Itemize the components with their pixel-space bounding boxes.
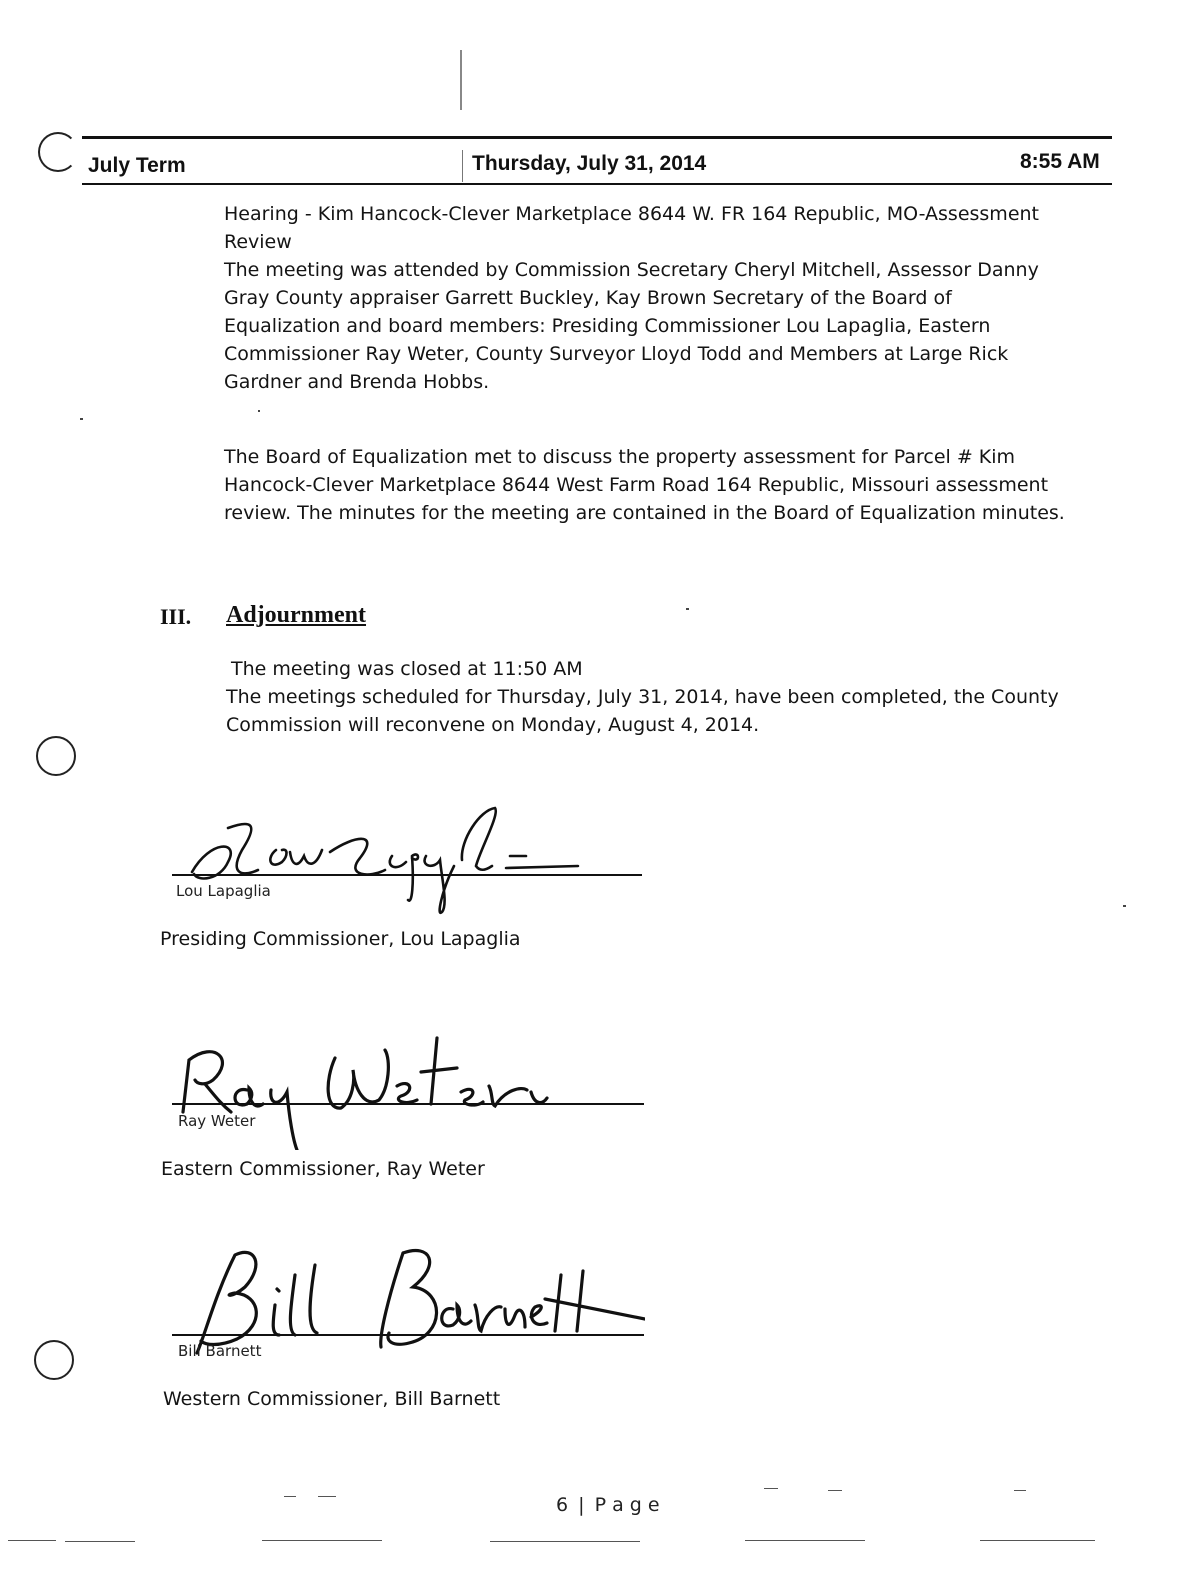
- header-rule-top: [82, 136, 1112, 139]
- hearing-section: [224, 200, 1124, 396]
- scan-noise: [65, 1541, 135, 1542]
- signature-line-2: [172, 1103, 644, 1105]
- schedule-line: Commission will reconvene on Monday, August 4, 2014.: [226, 714, 760, 736]
- signature-title-2: Eastern Commissioner, Ray Weter: [161, 1158, 485, 1180]
- scan-noise: [318, 1496, 336, 1497]
- page-number: 6: [556, 1494, 569, 1516]
- scan-noise: [284, 1496, 296, 1497]
- signature-title-3: Western Commissioner, Bill Barnett: [163, 1388, 501, 1410]
- header-term: July Term: [88, 154, 186, 177]
- adjournment-paragraph: [226, 655, 1126, 739]
- punch-hole-bottom: [34, 1340, 74, 1380]
- scan-noise: [1014, 1490, 1026, 1491]
- page-word: P a g e: [594, 1494, 660, 1516]
- scan-noise: [1123, 905, 1126, 907]
- header-rule-bottom: [82, 183, 1112, 185]
- punch-hole-top: [38, 132, 78, 172]
- hearing-title-line: Hearing - Kim Hancock-Clever Marketplace 8644 W. FR 164 Republic, MO-Assessment: [224, 203, 1039, 225]
- header-divider: [462, 150, 463, 182]
- discussion-line: Hancock-Clever Marketplace 8644 West Farm Road 164 Republic, Missouri assessment: [224, 474, 1049, 496]
- meeting-closed-line: The meeting was closed at 11:50 AM: [231, 658, 583, 680]
- section-heading: Adjournment: [226, 602, 367, 628]
- schedule-line: The meetings scheduled for Thursday, July 31, 2014, have been completed, the County: [226, 686, 1059, 708]
- scan-noise: [8, 1540, 56, 1541]
- page-footer: [556, 1494, 660, 1516]
- scan-noise: [745, 1540, 865, 1541]
- signature-line-1: [172, 874, 642, 876]
- scan-noise: [764, 1488, 778, 1489]
- signature-ray-weter: [175, 1020, 575, 1150]
- signature-caption-3: Bill Barnett: [178, 1342, 262, 1360]
- attendance-line: The meeting was attended by Commission Secretary Cheryl Mitchell, Assessor Danny: [224, 259, 1039, 281]
- signature-line-3: [172, 1334, 644, 1336]
- attendance-line: Gardner and Brenda Hobbs.: [224, 371, 490, 393]
- scan-noise: [686, 608, 689, 610]
- section-numeral: III.: [160, 604, 192, 629]
- scan-noise: [828, 1490, 842, 1491]
- attendance-line: Commissioner Ray Weter, County Surveyor Lloyd Todd and Members at Large Rick: [224, 343, 1009, 365]
- scan-noise: [80, 418, 83, 420]
- signature-caption-2: Ray Weter: [178, 1112, 256, 1130]
- signature-caption-1: Lou Lapaglia: [176, 882, 271, 900]
- discussion-line: review. The minutes for the meeting are contained in the Board of Equalization minutes.: [224, 502, 1065, 524]
- attendance-line: Gray County appraiser Garrett Buckley, Kay Brown Secretary of the Board of: [224, 287, 952, 309]
- scan-noise: [262, 1540, 382, 1541]
- header-date: Thursday, July 31, 2014: [472, 152, 707, 175]
- attendance-line: Equalization and board members: Presiding Commissioner Lou Lapaglia, Eastern: [224, 315, 991, 337]
- signature-title-1: Presiding Commissioner, Lou Lapaglia: [160, 928, 521, 950]
- hearing-title-line: Review: [224, 231, 292, 253]
- signature-lou-lapaglia: [180, 800, 600, 920]
- scan-noise: [490, 1541, 640, 1542]
- header-time: 8:55 AM: [1020, 150, 1100, 173]
- discussion-paragraph: [224, 443, 1124, 527]
- scan-noise: [258, 410, 260, 412]
- discussion-line: The Board of Equalization met to discuss the property assessment for Parcel # Kim: [224, 446, 1016, 468]
- page-separator: |: [578, 1494, 585, 1516]
- scan-artifact: [460, 50, 462, 110]
- punch-hole-middle: [36, 736, 76, 776]
- scan-noise: [980, 1540, 1095, 1541]
